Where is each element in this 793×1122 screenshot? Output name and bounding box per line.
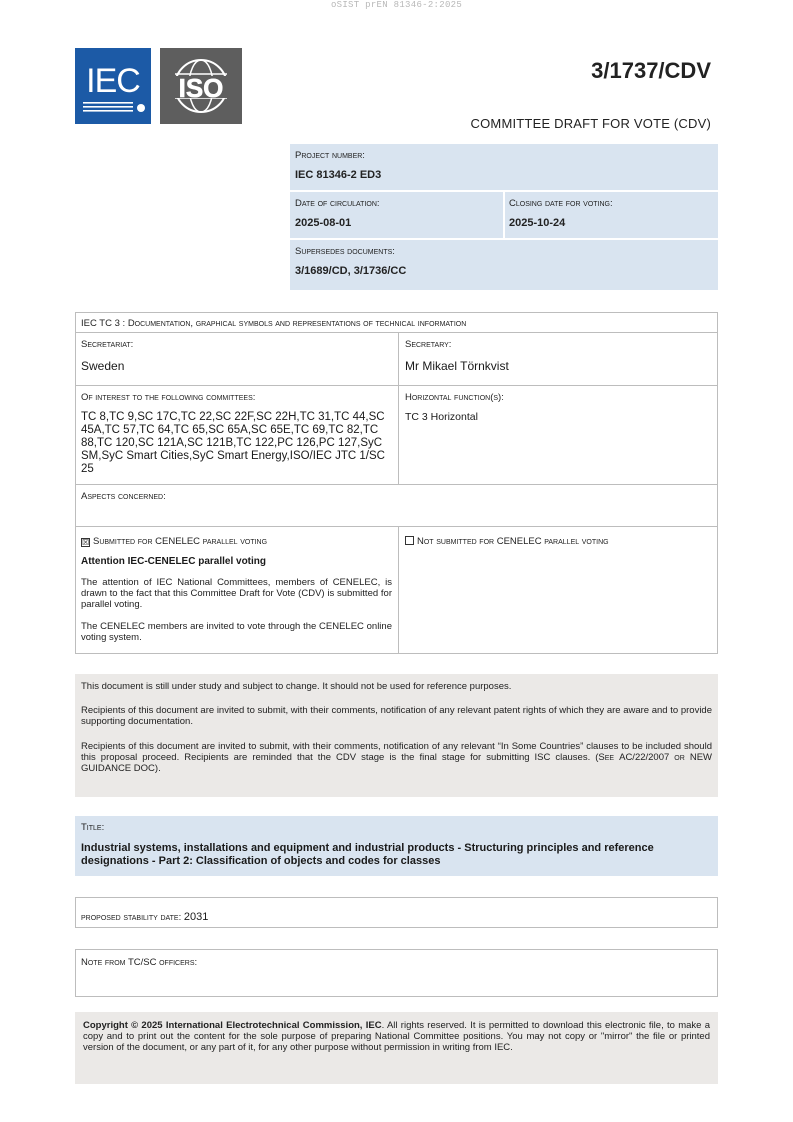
- interest-committees: TC 8,TC 9,SC 17C,TC 22,SC 22F,SC 22H,TC 31,TC 44,SC 45A,TC 57,TC 64,TC 65,SC 65A,SC 65E,TC 69,TC 82,TC 88,TC 120,SC 121A,SC 121B,TC 122,PC 126,PC 127,SyC SM,SyC Smart Cities,SyC Smart Energy,ISO/IEC JTC 1/SC 25: [81, 411, 385, 475]
- checked-box-icon: ☒: [82, 538, 90, 547]
- attention-paragraph-1: The attention of IEC National Committees, members of CENELEC, is drawn to the fact that this Committee Draft for Vote (CDV) is submitted for parallel voting.: [81, 577, 392, 610]
- iso-logo: [160, 48, 242, 124]
- notice-paragraph-2: Recipients of this document are invited to submit, with their comments, notification of any relevant patent rights of which they are aware and to provide supporting documentation.: [81, 705, 712, 727]
- attention-title: Attention IEC-CENELEC parallel voting: [81, 556, 267, 567]
- note-label: Note from TC/SC officers:: [81, 957, 198, 968]
- document-number: 3/1737/CDV: [591, 58, 711, 83]
- new-guidance-doc-link[interactable]: NEW GUIDANCE DOC: [81, 752, 712, 774]
- horizontal-value: TC 3 Horizontal: [405, 411, 478, 423]
- document-type: COMMITTEE DRAFT FOR VOTE (CDV): [470, 116, 711, 131]
- horizontal-label: Horizontal function(s):: [405, 392, 504, 403]
- tc-heading: IEC TC 3 : Documentation, graphical symbols and representations of technical information: [81, 318, 467, 329]
- stability-date: proposed stability date: 2031: [81, 911, 209, 923]
- watermark: oSIST prEN 81346-2:2025: [330, 0, 463, 10]
- committee-table: [75, 312, 718, 654]
- circulation-date: 2025-08-01: [295, 217, 352, 229]
- notice-block: [75, 674, 718, 797]
- secretary-value: Mr Mikael Törnkvist: [405, 359, 509, 373]
- closing-date-label: Closing date for voting:: [509, 198, 613, 209]
- copyright-text: Copyright © 2025 International Electrotechnical Commission, IEC. All rights reserved. It is permitted to download this electronic file, to make a copy and to print out the content for the sole purpose of preparing National Committee positions. You may not copy or "mirror" the file or printed version of the document, or any part of it, for any other purpose without permission in writing from IEC.: [83, 1020, 710, 1053]
- secretary-label: Secretary:: [405, 339, 452, 350]
- secretariat-label: Secretariat:: [81, 339, 134, 350]
- ac-22-2007-link[interactable]: AC/22/2007: [619, 752, 670, 763]
- iec-logo: [75, 48, 151, 124]
- iso-logo-text: ISO: [178, 73, 224, 103]
- supersedes-label: Supersedes documents:: [295, 246, 395, 257]
- aspects-label: Aspects concerned:: [81, 491, 166, 502]
- iec-logo-text: IEC: [86, 62, 140, 100]
- stability-date-block: [75, 897, 718, 928]
- title-block: [75, 816, 718, 876]
- supersedes-documents: 3/1689/CD, 3/1736/CC: [295, 265, 407, 277]
- closing-date: 2025-10-24: [509, 217, 566, 229]
- title-label: Title:: [81, 822, 105, 833]
- project-number-label: Project number:: [295, 150, 365, 161]
- project-info-block: [290, 144, 718, 290]
- notice-paragraph-1: This document is still under study and subject to change. It should not be used for reference purposes.: [81, 681, 512, 692]
- interest-label: Of interest to the following committees:: [81, 392, 256, 403]
- copyright-block: [75, 1012, 718, 1084]
- document-title: Industrial systems, installations and equipment and industrial products - Structuring principles and reference designations - Part 2: Classification of objects and codes for classes: [81, 842, 654, 867]
- submitted-cenelec: ☒ Submitted for CENELEC parallel voting: [82, 536, 268, 547]
- note-block: [75, 949, 718, 997]
- attention-paragraph-2: The CENELEC members are invited to vote through the CENELEC online voting system.: [81, 621, 392, 643]
- notice-paragraph-3: Recipients of this document are invited to submit, with their comments, notification of any relevant “In Some Countries” clauses to be included should this proposal proceed. Recipients are reminded that the CDV stage is the final stage for submitting ISC clauses. (See AC/22/2007 or NEW GUIDANCE DOC).: [81, 741, 712, 774]
- secretariat-value: Sweden: [81, 359, 125, 373]
- circulation-date-label: Date of circulation:: [295, 198, 380, 209]
- project-number: IEC 81346-2 ED3: [295, 169, 382, 181]
- unchecked-box-icon: [405, 536, 414, 545]
- not-submitted-cenelec: Not submitted for CENELEC parallel voting: [405, 536, 609, 547]
